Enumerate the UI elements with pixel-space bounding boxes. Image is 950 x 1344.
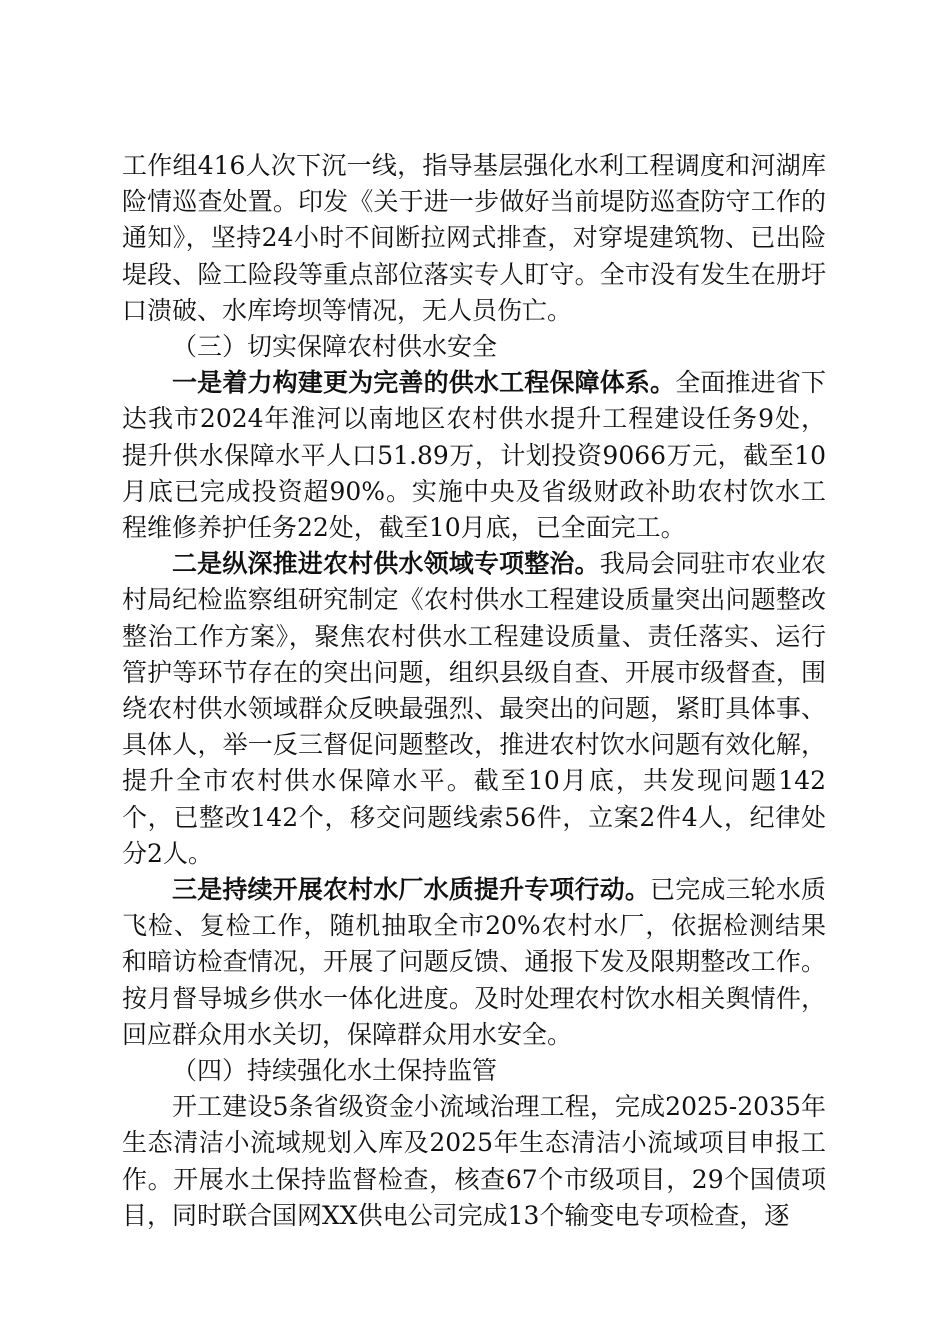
- paragraph-text: 我局会同驻市农业农村局纪检监察组研究制定《农村供水工程建设质量突出问题整改整治工作方案》，聚焦农村供水工程建设质量、责任落实、运行管护等环节存在的突出问题，组织县级自查、开展市级督查，围绕农村供水领域群众反映最强烈、最突出的问题，紧盯具体事、具体人，举一反三督促问题整改，推进农村饮水问题有效化解，提升全市农村供水保障水平。截至10月底，共发现问题142个，已整改142个，移交问题线索56件，立案2件4人，纪律处分2人。: [122, 549, 826, 868]
- paragraph-text: 已完成三轮水质飞检、复检工作，随机抽取全市20%农村水厂，依据检测结果和暗访检查情况，开展了问题反馈、通报下发及限期整改工作。按月督导城乡供水一体化进度。及时处理农村饮水相关舆情件，回应群众用水关切，保障群众用水安全。: [122, 875, 826, 1049]
- paragraph-soil-conservation: [122, 1089, 826, 1234]
- paragraph-lead: 三是持续开展农村水厂水质提升专项行动。: [172, 875, 651, 905]
- paragraph-lead: 二是纵深推进农村供水领域专项整治。: [172, 549, 600, 579]
- section-heading-soil-conservation: [122, 1053, 826, 1089]
- section-heading-rural-water-supply: [122, 329, 826, 365]
- paragraph-water-supply-system: [122, 365, 826, 546]
- heading-text: （三）切实保障农村供水安全: [172, 332, 498, 362]
- paragraph-text: 全面推进省下达我市2024年淮河以南地区农村供水提升工程建设任务9处，提升供水保障水平人口51.89万，计划投资9066万元，截至10月底已完成投资超90%。实施中央及省级财政补助农村饮水工程维修养护任务22处，截至10月底，已全面完工。: [122, 368, 826, 543]
- paragraph-text: 工作组416人次下沉一线，指导基层强化水利工程调度和河湖库险情巡查处置。印发《关于进一步做好当前堤防巡查防守工作的通知》，坚持24小时不间断拉网式排查，对穿堤建筑物、已出险堤段、险工险段等重点部位落实专人盯守。全市没有发生在册圩口溃破、水库垮坝等情况，无人员伤亡。: [122, 151, 826, 325]
- paragraph-flood-inspection: [122, 148, 826, 329]
- paragraph-text: 开工建设5条省级资金小流域治理工程，完成2025-2035年生态清洁小流域规划入库及2025年生态清洁小流域项目申报工作。开展水土保持监督检查，核查67个市级项目，29个国债项目，同时联合国网XX供电公司完成13个输变电专项检查，逐: [122, 1092, 826, 1230]
- document-body: [122, 148, 826, 1234]
- paragraph-special-rectification: [122, 546, 826, 872]
- heading-text: （四）持续强化水土保持监管: [172, 1056, 498, 1086]
- paragraph-water-quality: [122, 872, 826, 1053]
- paragraph-lead: 一是着力构建更为完善的供水工程保障体系。: [172, 368, 676, 398]
